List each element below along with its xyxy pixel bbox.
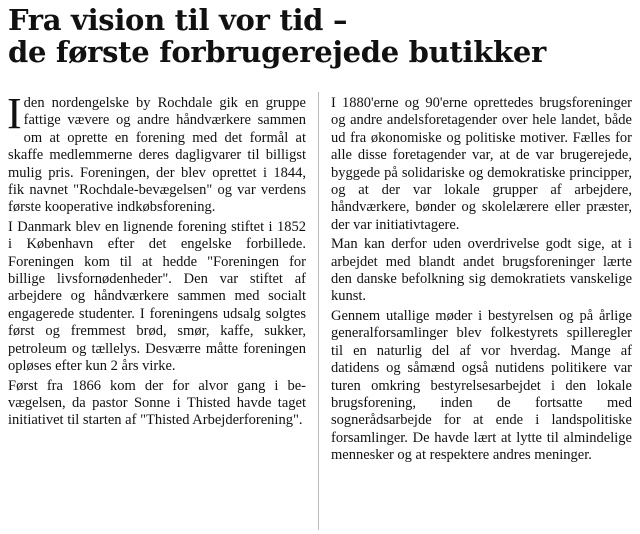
- column-divider: [318, 92, 319, 530]
- right-paragraph-2: Man kan derfor uden overdrivelse godt sige, at i arbejdet med blandt andet brugsforeninger lærte den danske befolkning sig demokratiets vanskelige kunst.: [331, 236, 632, 305]
- headline-line-1: Fra vision til vor tid –: [8, 3, 348, 37]
- left-paragraph-2: I Danmark blev en lignende forening stiftet i 1852 i København efter det engelske forbillede. Foreningen kom til at hedde "Foreningen for billige livsfornødenheder". Den var stiftet af arbejdere og håndværkere sammen med socialt engagerede studenter. I foreningens udsalg solgtes først og fremmest brød, smør, kaffe, sukker, petroleum og tællelys. Desværre måtte foreningen opløses efter kun 2 års virke.: [8, 218, 306, 375]
- headline: [8, 4, 632, 68]
- left-column: [7, 89, 306, 432]
- drop-cap: I: [7, 89, 22, 138]
- headline-line-2: de første forbrugerejede butikker: [8, 35, 546, 69]
- left-paragraph-3: Først fra 1866 kom der for alvor gang i bevægelsen, da pastor Sonne i Thisted havde taget initiativet til starten af "Thisted Arbejderforening".: [8, 377, 306, 429]
- left-paragraph-1: [7, 89, 306, 217]
- right-column: [331, 95, 632, 467]
- right-paragraph-3: Gennem utallige møder i bestyrelsen og på årlige generalforsamlinger blev folkestyrets spilleregler til en naturlig del af vor hverdag. Mange af datidens og såmænd også nutidens politikere var turen omkring bestyrelsesarbejdet i den lokale brugsforening, inden de fortsatte med sognerådsarbejde for at ende i landspolitiske forsamlinger. De havde lært at lytte til almindelige mennesker og at respektere andres meninger.: [331, 307, 632, 464]
- right-paragraph-1: I 1880'erne og 90'erne oprettedes brugsforeninger og andre andelsforetagender over hele landet, både ud fra økonomiske og politiske motiver. Fælles for alle disse foretagender var, at de var brugerejede, byggede på solidariske og demokratiske principper, og at der var lokale grupper af arbejdere, håndværkere, bønder og skolelærere eller præster, der var initiativtagere.: [331, 95, 632, 233]
- left-paragraph-1-text: den nordengelske by Rochdale gik en gruppe fattige vævere og andre håndværkere sammen om at oprette en forening med det formål at skaffe medlemmerne deres dagligvarer til billigst mulig pris. Foreningen, der blev oprettet i 1844, fik navnet "Rochdale-bevægelsen" og var verdens første kooperative indkøbsforening.: [8, 95, 306, 216]
